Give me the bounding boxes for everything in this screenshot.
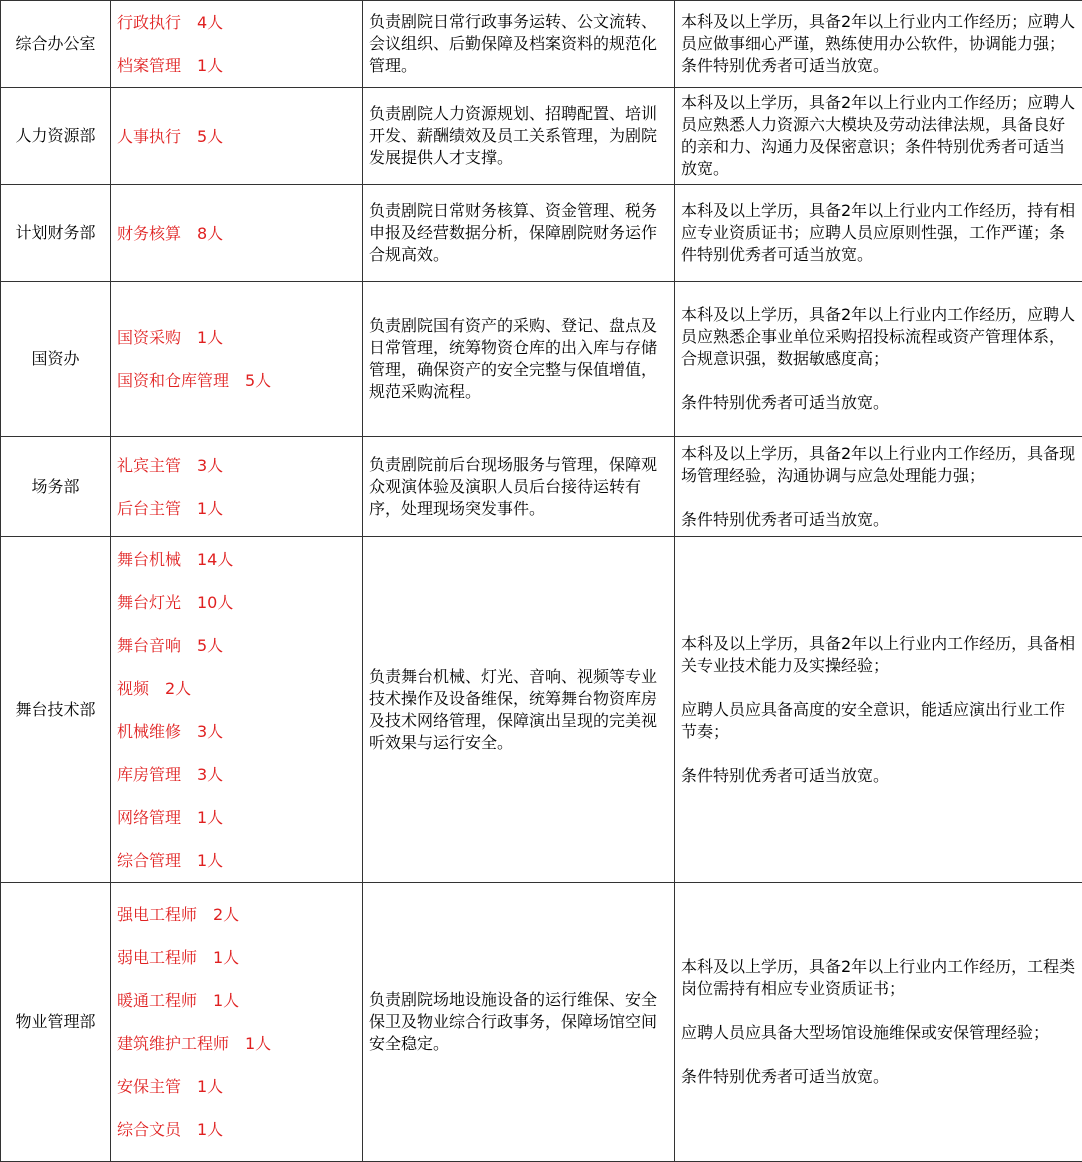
department-cell: 场务部 <box>1 437 111 537</box>
requirement-paragraph: 本科及以上学历，具备2年以上行业内工作经历，工程类岗位需持有相应专业资质证书； <box>681 956 1076 1000</box>
duty-description-cell: 负责剧院场地设施设备的运行维保、安全保卫及物业综合行政事务，保障场馆空间安全稳定。 <box>363 883 675 1162</box>
duty-description-cell: 负责剧院日常行政事务运转、公文流转、会议组织、后勤保障及档案资料的规范化管理。 <box>363 1 675 88</box>
position-item: 礼宾主管 3人 <box>117 444 356 487</box>
position-item: 网络管理 1人 <box>117 796 356 839</box>
requirements-cell <box>675 282 1082 437</box>
department-cell: 国资办 <box>1 282 111 437</box>
department-cell: 人力资源部 <box>1 88 111 185</box>
requirement-paragraph: 条件特别优秀者可适当放宽。 <box>681 392 1076 414</box>
position-item: 视频 2人 <box>117 667 356 710</box>
position-item: 国资采购 1人 <box>117 316 356 359</box>
table-row <box>1 883 1082 1162</box>
position-item: 弱电工程师 1人 <box>117 936 356 979</box>
requirement-paragraph: 本科及以上学历，具备2年以上行业内工作经历；应聘人员应熟悉人力资源六大模块及劳动法律法规，具备良好的亲和力、沟通力及保密意识；条件特别优秀者可适当放宽。 <box>681 92 1076 180</box>
table-row <box>1 437 1082 537</box>
duty-description-cell: 负责剧院国有资产的采购、登记、盘点及日常管理，统筹物资仓库的出入库与存储管理，确保资产的安全完整与保值增值，规范采购流程。 <box>363 282 675 437</box>
requirement-paragraph: 本科及以上学历，具备2年以上行业内工作经历，应聘人员应熟悉企事业单位采购招投标流程或资产管理体系，合规意识强，数据敏感度高； <box>681 304 1076 370</box>
table-row <box>1 537 1082 883</box>
table-row <box>1 185 1082 282</box>
position-item: 强电工程师 2人 <box>117 893 356 936</box>
requirements-cell <box>675 1 1082 88</box>
position-item: 后台主管 1人 <box>117 487 356 530</box>
requirement-paragraph: 条件特别优秀者可适当放宽。 <box>681 509 1076 531</box>
position-item: 舞台灯光 10人 <box>117 581 356 624</box>
department-cell: 舞台技术部 <box>1 537 111 883</box>
duty-description-cell: 负责舞台机械、灯光、音响、视频等专业技术操作及设备维保，统筹舞台物资库房及技术网络管理，保障演出呈现的完美视听效果与运行安全。 <box>363 537 675 883</box>
position-item: 暖通工程师 1人 <box>117 979 356 1022</box>
requirement-paragraph: 应聘人员应具备大型场馆设施维保或安保管理经验； <box>681 1022 1076 1044</box>
positions-cell <box>111 883 363 1162</box>
requirements-cell <box>675 437 1082 537</box>
table-row <box>1 282 1082 437</box>
requirements-cell <box>675 883 1082 1162</box>
duty-description-cell: 负责剧院人力资源规划、招聘配置、培训开发、薪酬绩效及员工关系管理，为剧院发展提供人才支撑。 <box>363 88 675 185</box>
position-item: 库房管理 3人 <box>117 753 356 796</box>
position-item: 行政执行 4人 <box>117 1 356 44</box>
requirements-cell <box>675 185 1082 282</box>
requirement-paragraph: 应聘人员应具备高度的安全意识，能适应演出行业工作节奏； <box>681 699 1076 743</box>
duty-description-cell: 负责剧院日常财务核算、资金管理、税务申报及经营数据分析，保障剧院财务运作合规高效。 <box>363 185 675 282</box>
position-item: 档案管理 1人 <box>117 44 356 87</box>
position-item: 财务核算 8人 <box>117 212 356 255</box>
position-item: 国资和仓库管理 5人 <box>117 359 356 402</box>
positions-cell <box>111 185 363 282</box>
requirement-paragraph: 条件特别优秀者可适当放宽。 <box>681 1066 1076 1088</box>
department-cell: 物业管理部 <box>1 883 111 1162</box>
department-cell: 综合办公室 <box>1 1 111 88</box>
position-item: 安保主管 1人 <box>117 1065 356 1108</box>
positions-cell <box>111 282 363 437</box>
requirements-cell <box>675 537 1082 883</box>
requirement-paragraph: 本科及以上学历，具备2年以上行业内工作经历，具备现场管理经验，沟通协调与应急处理能力强； <box>681 443 1076 487</box>
position-item: 人事执行 5人 <box>117 115 356 158</box>
requirement-paragraph: 本科及以上学历，具备2年以上行业内工作经历；应聘人员应做事细心严谨，熟练使用办公软件，协调能力强；条件特别优秀者可适当放宽。 <box>681 11 1076 77</box>
position-item: 建筑维护工程师 1人 <box>117 1022 356 1065</box>
requirement-paragraph: 条件特别优秀者可适当放宽。 <box>681 765 1076 787</box>
positions-cell <box>111 537 363 883</box>
table-row <box>1 1 1082 88</box>
department-cell: 计划财务部 <box>1 185 111 282</box>
requirement-paragraph: 本科及以上学历，具备2年以上行业内工作经历，具备相关专业技术能力及实操经验； <box>681 633 1076 677</box>
duty-description-cell: 负责剧院前后台现场服务与管理，保障观众观演体验及演职人员后台接待运转有序，处理现场突发事件。 <box>363 437 675 537</box>
positions-cell <box>111 1 363 88</box>
position-item: 综合管理 1人 <box>117 839 356 882</box>
positions-cell <box>111 437 363 537</box>
positions-cell <box>111 88 363 185</box>
requirements-cell <box>675 88 1082 185</box>
position-item: 舞台机械 14人 <box>117 538 356 581</box>
position-item: 综合文员 1人 <box>117 1108 356 1151</box>
position-item: 机械维修 3人 <box>117 710 356 753</box>
table-row <box>1 88 1082 185</box>
position-item: 舞台音响 5人 <box>117 624 356 667</box>
requirement-paragraph: 本科及以上学历，具备2年以上行业内工作经历，持有相应专业资质证书；应聘人员应原则性强，工作严谨；条件特别优秀者可适当放宽。 <box>681 200 1076 266</box>
